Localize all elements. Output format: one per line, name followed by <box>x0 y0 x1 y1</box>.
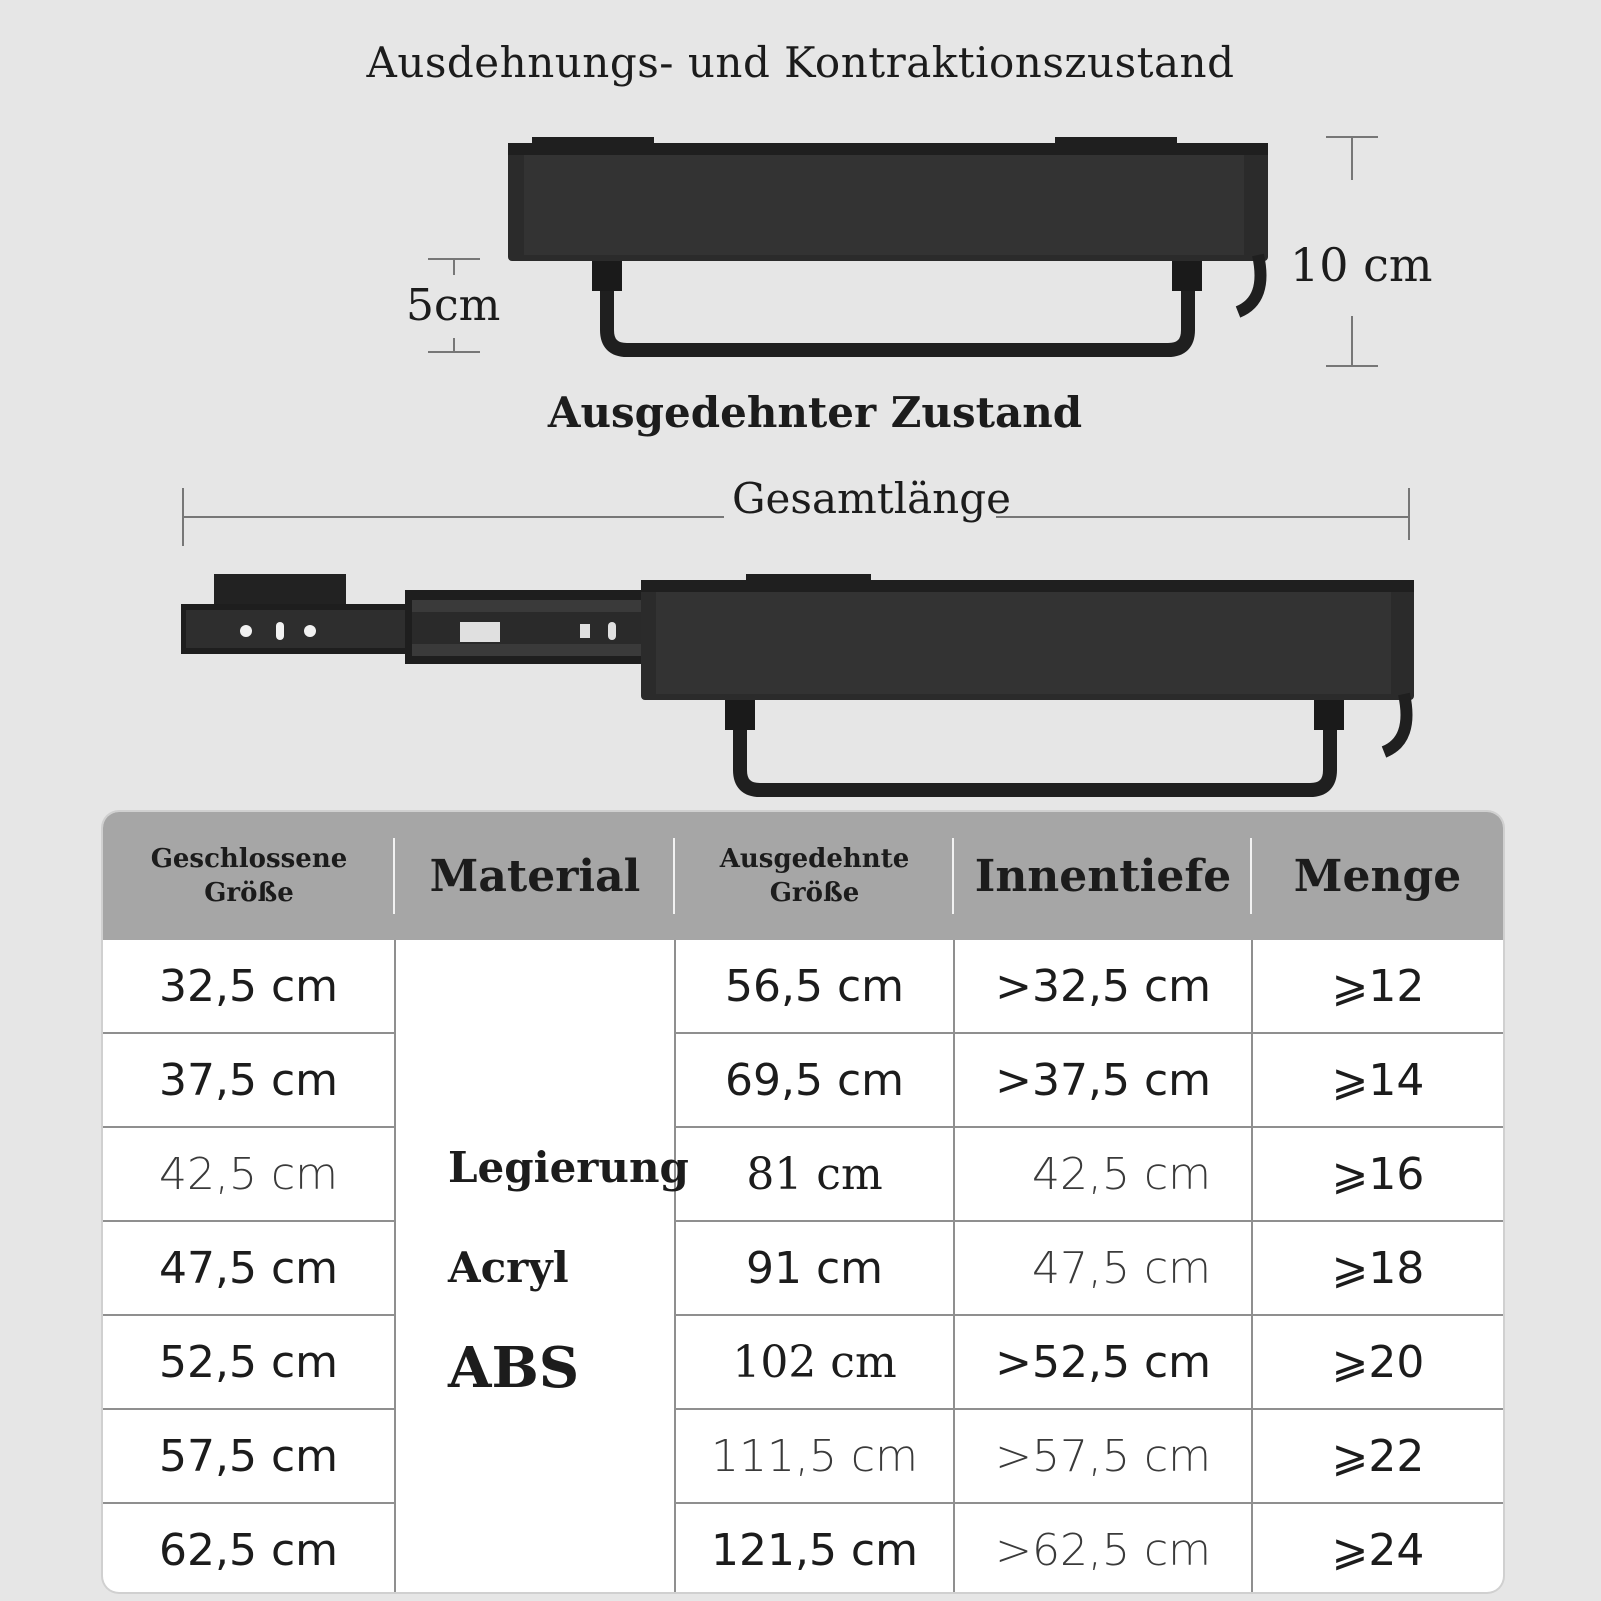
cell-closed-size: 47,5 cm <box>103 1221 395 1315</box>
material-abs: ABS <box>448 1335 580 1401</box>
cell-quantity: ⩾16 <box>1252 1127 1503 1221</box>
header-closed-size: Geschlossene Größe <box>103 812 395 940</box>
cell-quantity: ⩾14 <box>1252 1033 1503 1127</box>
material-acrylic: Acryl <box>448 1243 569 1292</box>
cell-extended-size: 91 cm <box>675 1221 954 1315</box>
cell-inner-depth: >37,5 cm <box>954 1033 1252 1127</box>
cell-material-list <box>395 940 689 1592</box>
cell-inner-depth: >57,5 cm <box>954 1409 1252 1503</box>
cell-extended-size: 56,5 cm <box>675 940 954 1033</box>
cell-extended-size: 69,5 cm <box>675 1033 954 1127</box>
cell-quantity: ⩾18 <box>1252 1221 1503 1315</box>
cell-inner-depth: >52,5 cm <box>954 1315 1252 1409</box>
table-row <box>103 1409 1503 1503</box>
table-header-row <box>103 812 1503 940</box>
table-row <box>103 1127 1503 1221</box>
extended-rack-image <box>181 574 1414 790</box>
cell-extended-size: 81 cm <box>675 1127 954 1221</box>
dimension-10cm-label: 10 cm <box>1290 238 1433 292</box>
header-quantity: Menge <box>1252 812 1503 940</box>
cell-closed-size: 37,5 cm <box>103 1033 395 1127</box>
title-extended-state: Ausgedehnter Zustand <box>547 388 1083 437</box>
cell-quantity: ⩾20 <box>1252 1315 1503 1409</box>
cell-inner-depth: 47,5 cm <box>954 1221 1252 1315</box>
header-extended-size: Ausgedehnte Größe <box>675 812 954 940</box>
cell-extended-size: 102 cm <box>675 1315 954 1409</box>
contracted-rack-image <box>508 137 1268 350</box>
cell-closed-size: 62,5 cm <box>103 1503 395 1592</box>
header-inner-depth: Innentiefe <box>954 812 1252 940</box>
cell-inner-depth: >62,5 cm <box>954 1503 1252 1592</box>
cell-closed-size: 57,5 cm <box>103 1409 395 1503</box>
material-alloy: Legierung <box>448 1143 689 1192</box>
cell-quantity: ⩾12 <box>1252 940 1503 1033</box>
dimension-total-length-label: Gesamtlänge <box>732 474 1011 523</box>
cell-quantity: ⩾22 <box>1252 1409 1503 1503</box>
cell-inner-depth: 42,5 cm <box>954 1127 1252 1221</box>
cell-closed-size: 42,5 cm <box>103 1127 395 1221</box>
cell-closed-size: 52,5 cm <box>103 1315 395 1409</box>
cell-closed-size: 32,5 cm <box>103 940 395 1033</box>
cell-quantity: ⩾24 <box>1331 1524 1425 1576</box>
product-illustration <box>0 0 1601 800</box>
table-row <box>103 1221 1503 1315</box>
table-row <box>103 1033 1503 1127</box>
title-contraction-state: Ausdehnungs- und Kontraktionszustand <box>366 38 1235 87</box>
cell-extended-size: 111,5 cm <box>675 1409 954 1503</box>
cell-extended-size: 121,5 cm <box>675 1503 954 1592</box>
table-row <box>103 1503 1503 1592</box>
header-material: Material <box>395 812 675 940</box>
table-row <box>103 940 1503 1033</box>
table-row <box>103 1315 1503 1409</box>
size-spec-table <box>103 812 1503 1592</box>
dimension-5cm-label: 5cm <box>406 280 501 331</box>
cell-inner-depth: >32,5 cm <box>954 940 1252 1033</box>
